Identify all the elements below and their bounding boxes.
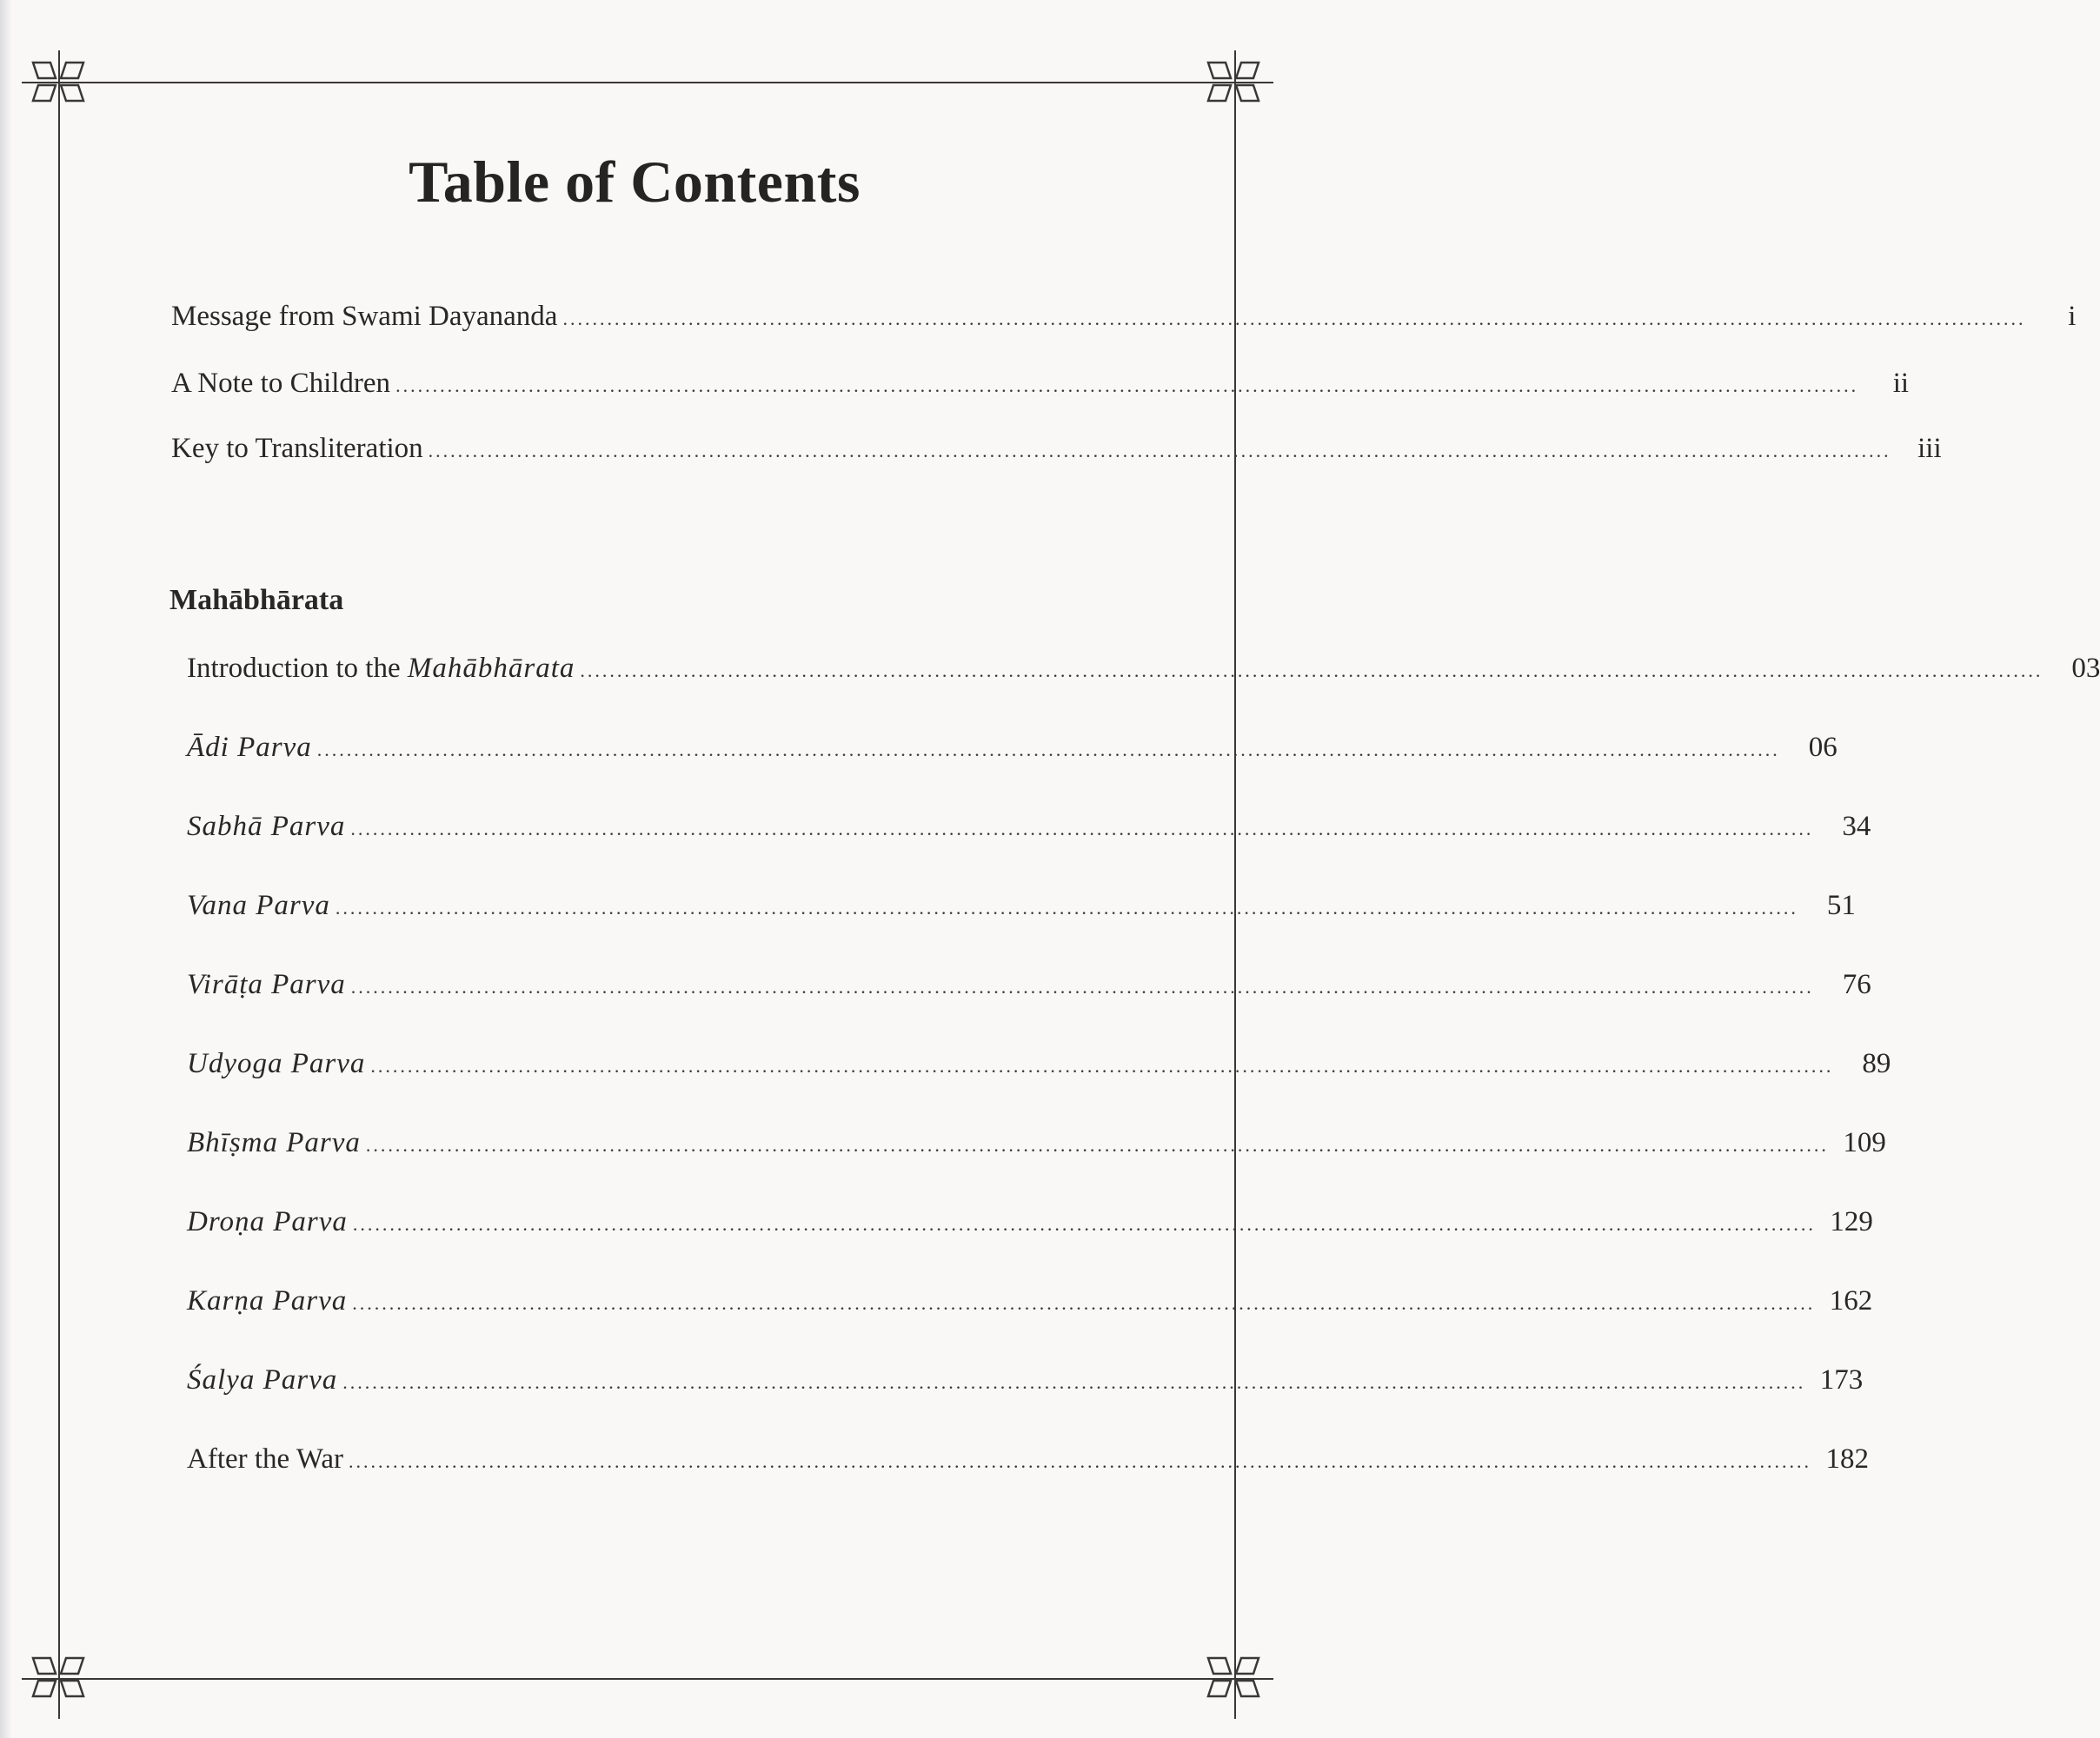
toc-entry-label-italic: Mahābhārata xyxy=(407,653,575,684)
toc-entry-page: 76 xyxy=(1842,969,1871,1000)
toc-entry[interactable] xyxy=(187,1203,1873,1241)
dot-leader: ...................................................................................................................................................................................................... xyxy=(316,739,1780,760)
dot-leader: ...................................................................................................................................................................................................... xyxy=(335,897,1798,919)
toc-entry-label: Key to Transliteration xyxy=(171,433,423,464)
dot-leader: ...................................................................................................................................................................................................... xyxy=(350,818,1814,839)
toc-entry-page: 173 xyxy=(1819,1364,1864,1396)
toc-entry[interactable] xyxy=(187,1361,1864,1399)
toc-entry[interactable] xyxy=(171,429,1942,468)
toc-entry-label xyxy=(187,649,575,687)
toc-entry-label: Śalya Parva xyxy=(187,1364,338,1396)
toc-entry-page: 162 xyxy=(1829,1285,1873,1317)
toc-entry-page: 89 xyxy=(1862,1048,1891,1079)
toc-entry-label: Vana Parva xyxy=(187,890,330,921)
toc-entry-label: Sabhā Parva xyxy=(187,811,346,842)
toc-entry[interactable] xyxy=(187,965,1871,1004)
toc-entry-label: Ādi Parva xyxy=(187,732,312,763)
toc-entry-page: 34 xyxy=(1842,811,1871,842)
toc-entry-label-prefix: Introduction to the xyxy=(187,653,408,684)
section-heading: Mahābhārata xyxy=(169,584,344,616)
dot-leader: ...................................................................................................................................................................................................... xyxy=(365,1134,1829,1156)
toc-entry[interactable] xyxy=(187,1282,1873,1320)
dot-leader: ...................................................................................................................................................................................................... xyxy=(370,1055,1834,1077)
toc-entry-label: Udyoga Parva xyxy=(187,1048,366,1079)
toc-entry[interactable] xyxy=(187,728,1838,766)
toc-entry-label: A Note to Children xyxy=(171,368,391,399)
bottom-border-line xyxy=(22,1678,1273,1680)
dot-leader: ...................................................................................................................................................................................................... xyxy=(428,440,1891,461)
toc-entry[interactable] xyxy=(187,886,1856,925)
corner-ornament-icon xyxy=(1206,54,1262,109)
toc-entry[interactable] xyxy=(187,1440,1869,1478)
toc-entry-page: i xyxy=(2068,301,2077,332)
toc-entry-page: ii xyxy=(1892,368,1910,399)
toc-entry-label: Bhīṣma Parva xyxy=(187,1127,361,1158)
toc-entry-page: 129 xyxy=(1830,1206,1873,1237)
toc-entry-page: 06 xyxy=(1808,732,1838,763)
corner-ornament-icon xyxy=(31,1649,87,1705)
toc-entry[interactable] xyxy=(187,1124,1886,1162)
dot-leader: ...................................................................................................................................................................................................... xyxy=(342,1371,1806,1393)
toc-entry-page: 182 xyxy=(1825,1443,1869,1475)
toc-entry[interactable] xyxy=(187,649,2100,687)
dot-leader: ...................................................................................................................................................................................................... xyxy=(352,1292,1816,1314)
toc-entry-page: 51 xyxy=(1826,890,1856,921)
page-edge-shadow xyxy=(0,0,12,1738)
dot-leader: ...................................................................................................................................................................................................... xyxy=(580,660,2044,681)
toc-entry[interactable] xyxy=(171,297,2077,335)
toc-entry-label: Karṇa Parva xyxy=(187,1285,348,1317)
left-border-line xyxy=(58,50,60,1719)
toc-entry-label: After the War xyxy=(187,1443,343,1475)
dot-leader: ...................................................................................................................................................................................................... xyxy=(352,1213,1816,1235)
toc-entry-label: Message from Swami Dayananda xyxy=(171,301,558,332)
toc-entry-label: Droṇa Parva xyxy=(187,1206,348,1237)
top-border-line xyxy=(22,82,1273,83)
dot-leader: ...................................................................................................................................................................................................... xyxy=(349,1450,1811,1472)
toc-entry[interactable] xyxy=(187,807,1871,846)
toc-entry-page: iii xyxy=(1917,433,1942,464)
toc-entry[interactable] xyxy=(171,364,1910,402)
page-title: Table of Contents xyxy=(409,149,861,215)
toc-entry-page: 03 xyxy=(2071,653,2100,684)
toc-entry-page: 109 xyxy=(1843,1127,1886,1158)
corner-ornament-icon xyxy=(1206,1649,1262,1705)
toc-entry[interactable] xyxy=(187,1045,1891,1083)
dot-leader: ...................................................................................................................................................................................................... xyxy=(562,308,2026,329)
dot-leader: ...................................................................................................................................................................................................... xyxy=(350,976,1814,998)
corner-ornament-icon xyxy=(31,54,87,109)
toc-entry-label: Virāṭa Parva xyxy=(187,969,346,1000)
dot-leader: ...................................................................................................................................................................................................... xyxy=(395,375,1859,396)
